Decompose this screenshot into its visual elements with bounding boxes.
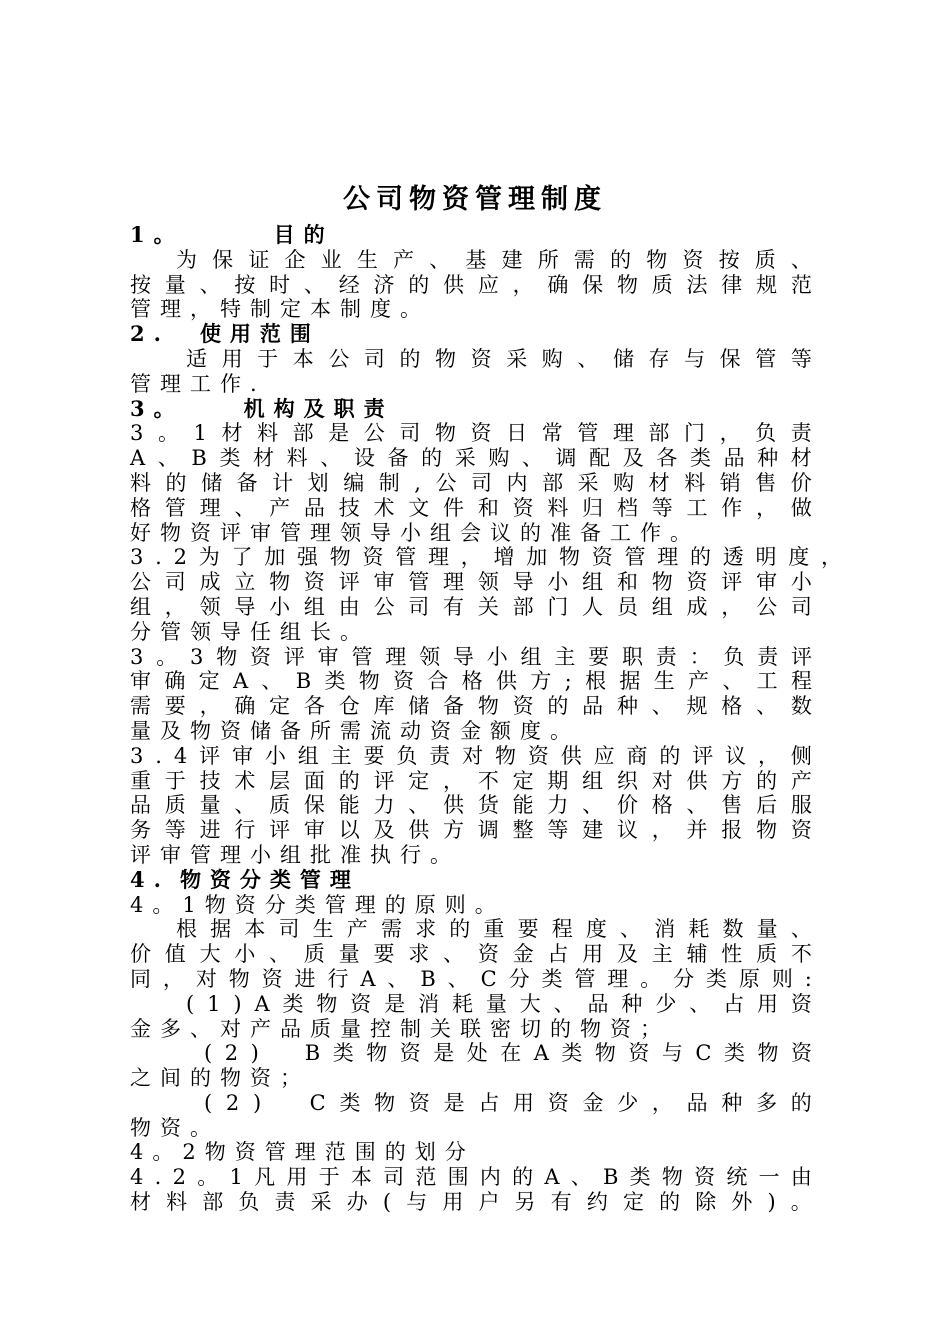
body-line: 分管领导任组长。 <box>130 619 370 644</box>
body-line: 4。1物资分类管理的原则。 <box>130 892 505 917</box>
body-line: 4 . 2 。 1 凡 用 于 本 司 范 围 内 的 A 、 B 类 物 资 统 一 由 <box>130 1165 812 1190</box>
body-line: 品 质 量 、 质 保 能 力 、 供 货 能 力 、 价 格 、 售 后 服 <box>130 793 812 818</box>
section-number: 2. <box>130 321 170 347</box>
body-line: 务 等 进 行 评 审 以 及 供 方 调 整 等 建 议 ， 并 报 物 资 <box>130 818 812 843</box>
section-title: 机构及职责 <box>243 395 394 421</box>
body-line: 管理工作. <box>130 371 266 396</box>
body-line: 3 。 3 物 资 评 审 管 理 领 导 小 组 主 要 职 责 ： 负 责 评 <box>130 644 812 669</box>
body-line: 好物资评审管理领导小组会议的准备工作。 <box>130 520 700 545</box>
body-line: ( 2 ) C 类 物 资 是 占 用 资 金 少 ， 品 种 多 的 <box>204 1090 812 1115</box>
body-line: 公 司 成 立 物 资 评 审 管 理 领 导 小 组 和 物 资 评 审 小 <box>130 570 812 595</box>
body-line: 3 . 4 评 审 小 组 主 要 负 责 对 物 资 供 应 商 的 评 议 ， 侧 <box>130 743 812 768</box>
body-line: 重 于 技 术 层 面 的 评 定 ， 不 定 期 组 织 对 供 方 的 产 <box>130 768 812 793</box>
section-heading <box>130 223 812 248</box>
body-line: 料 的 储 备 计 划 编 制 , 公 司 内 部 采 购 材 料 销 售 价 <box>130 470 812 495</box>
section-heading <box>130 868 812 893</box>
body-line: 3 。 1 材 料 部 是 公 司 物 资 日 常 管 理 部 门 ， 负 责 <box>130 421 812 446</box>
body-line: 4。2物资管理范围的划分 <box>130 1140 475 1165</box>
body-line: 为 保 证 企 业 生 产 、 基 建 所 需 的 物 资 按 质 、 <box>176 247 812 272</box>
section-title: 目的 <box>273 222 334 247</box>
body-line: 材 料 部 负 责 采 办 ( 与 用 户 另 有 约 定 的 除 外 ) 。 <box>130 1190 812 1215</box>
body-line: ( 1 ) A 类 物 资 是 消 耗 量 大 、 品 种 少 、 占 用 资 <box>186 991 812 1016</box>
body-line: 之间的物资； <box>130 1066 310 1091</box>
section-number: 4. <box>130 866 170 892</box>
document-title: 公司物资管理制度 <box>343 184 607 215</box>
body-line: 管理，特制定本制度。 <box>130 297 430 322</box>
section-heading <box>130 322 812 347</box>
body-line: 需 要 ， 确 定 各 仓 库 储 备 物 资 的 品 种 、 规 格 、 数 <box>130 694 812 719</box>
section-heading <box>130 397 812 422</box>
document-body <box>130 222 842 1215</box>
section-title: 使用范围 <box>199 321 320 347</box>
body-line: 适 用 于 本 公 司 的 物 资 采 购 、 储 存 与 保 管 等 <box>186 346 812 371</box>
body-line: 按 量 、 按 时 、 经 济 的 供 应 ， 确 保 物 质 法 律 规 范 <box>130 272 812 297</box>
body-line: A 、 B 类 材 料 、 设 备 的 采 购 、 调 配 及 各 类 品 种 材 <box>130 446 812 471</box>
body-line: 物资。 <box>130 1115 220 1140</box>
body-line: 评审管理小组批准执行。 <box>130 842 460 867</box>
body-line: 同 ， 对 物 资 进 行 A 、 B 、 C 分 类 管 理 。 分 类 原 则 : <box>130 966 812 991</box>
body-line: ( 2 ) B 类 物 资 是 处 在 A 类 物 资 与 C 类 物 资 <box>204 1041 812 1066</box>
body-line: 根 据 本 司 生 产 需 求 的 重 要 程 度 、 消 耗 数 量 、 <box>176 917 812 942</box>
body-line: 金多、对产品质量控制关联密切的物资； <box>130 1016 670 1041</box>
body-line: 价 值 大 小 、 质 量 要 求 、 资 金 占 用 及 主 辅 性 质 不 <box>130 942 812 967</box>
body-line: 量及物资储备所需流动资金额度。 <box>130 718 580 743</box>
section-title: 物资分类管理 <box>179 866 360 892</box>
body-line: 组 ， 领 导 小 组 由 公 司 有 关 部 门 人 员 组 成 ， 公 司 <box>130 594 812 619</box>
section-number: 1。 <box>130 222 184 247</box>
section-number: 3。 <box>130 395 184 421</box>
body-line: 格 管 理 、 产 品 技 术 文 件 和 资 料 归 档 等 工 作 ， 做 <box>130 495 812 520</box>
body-line: 审 确 定 A 、 B 类 物 资 合 格 供 方 ; 根 据 生 产 、 工 程 <box>130 669 812 694</box>
body-line: 3 . 2 为 了 加 强 物 资 管 理 ， 增 加 物 资 管 理 的 透 明 度 ， <box>130 545 842 570</box>
